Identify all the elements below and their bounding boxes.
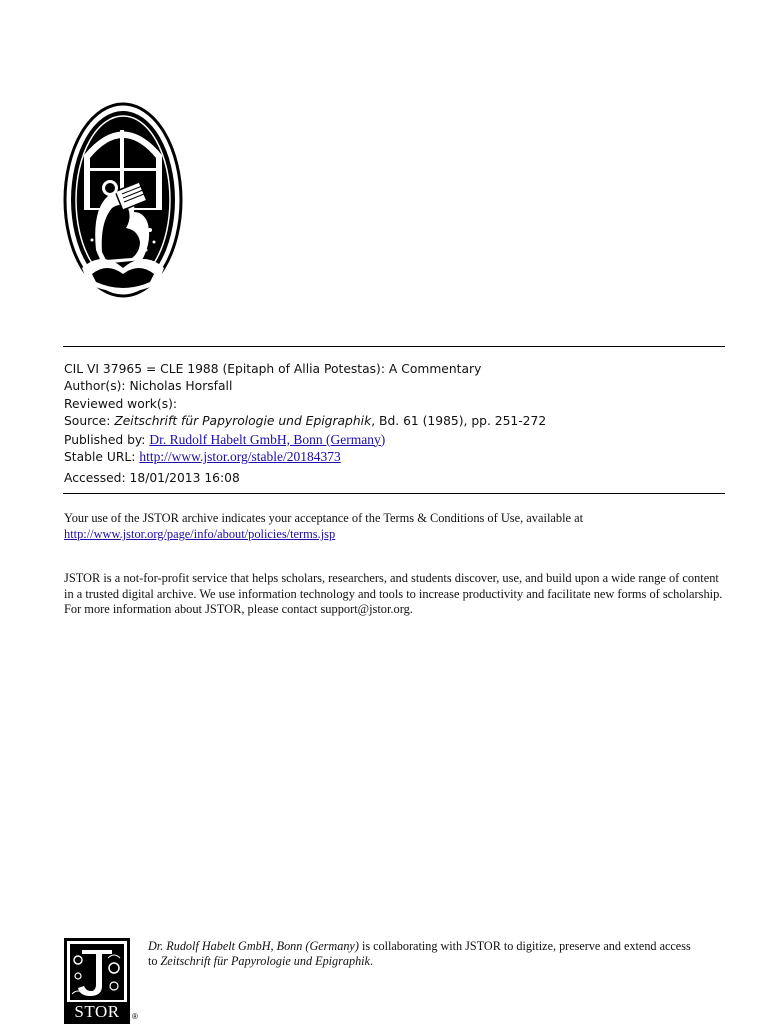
accessed-line: [64, 470, 724, 487]
stable-url-label: Stable URL:: [64, 449, 136, 464]
footer-collaboration-text: [148, 939, 738, 969]
article-metadata: [64, 361, 724, 488]
footer-publisher: Dr. Rudolf Habelt GmbH, Bonn (Germany): [148, 939, 359, 953]
source-line: [64, 413, 724, 430]
author-label: Author(s):: [64, 379, 126, 394]
source-details: , Bd. 61 (1985), pp. 251-272: [371, 414, 547, 429]
footer-suffix: .: [369, 954, 374, 968]
accessed-label: Accessed:: [64, 471, 126, 486]
author-name: Nicholas Horsfall: [129, 379, 233, 394]
top-divider: [63, 346, 725, 347]
jstor-about-text: JSTOR is a not-for-profit service that helps scholars, researchers, and students discover, use, and build upon a wide range of content in a trusted digital archive. We use information technology and tools to increase productivity and facilitate new forms of scholarship. For more information about JSTOR, please contact support@jstor.org.: [64, 571, 723, 616]
published-by-label: Published by:: [64, 432, 146, 447]
source-label: Source:: [64, 414, 111, 429]
publisher-line: [64, 431, 724, 448]
accessed-date: 18/01/2013 16:08: [129, 471, 240, 486]
footer-to-prefix: to: [148, 954, 161, 968]
stable-url-link[interactable]: http://www.jstor.org/stable/20184373: [139, 448, 341, 464]
registered-mark: ®: [132, 1012, 138, 1021]
reviewed-works-label: Reviewed work(s):: [64, 396, 178, 411]
article-title: CIL VI 37965 = CLE 1988 (Epitaph of Allia Potestas): A Commentary: [64, 362, 482, 376]
footer-middle-text: is collaborating with JSTOR to digitize, preserve and extend access: [358, 939, 691, 953]
terms-notice: [64, 510, 724, 542]
jstor-logo-text: STOR: [64, 1002, 130, 1022]
publisher-emblem-logo: [62, 100, 184, 300]
jstor-logo: [64, 938, 144, 1024]
footer-journal: Zeitschrift für Papyrologie und Epigraphik: [160, 954, 370, 968]
publisher-link[interactable]: Dr. Rudolf Habelt GmbH, Bonn (Germany): [149, 431, 386, 447]
author-line: [64, 378, 724, 395]
stable-url-line: [64, 448, 724, 465]
source-journal: Zeitschrift für Papyrologie und Epigraphik: [114, 414, 372, 429]
terms-link[interactable]: http://www.jstor.org/page/info/about/policies/terms.jsp: [64, 527, 336, 541]
bottom-divider: [63, 493, 725, 494]
terms-text: Your use of the JSTOR archive indicates your acceptance of the Terms & Conditions of Use, available at: [64, 511, 584, 525]
